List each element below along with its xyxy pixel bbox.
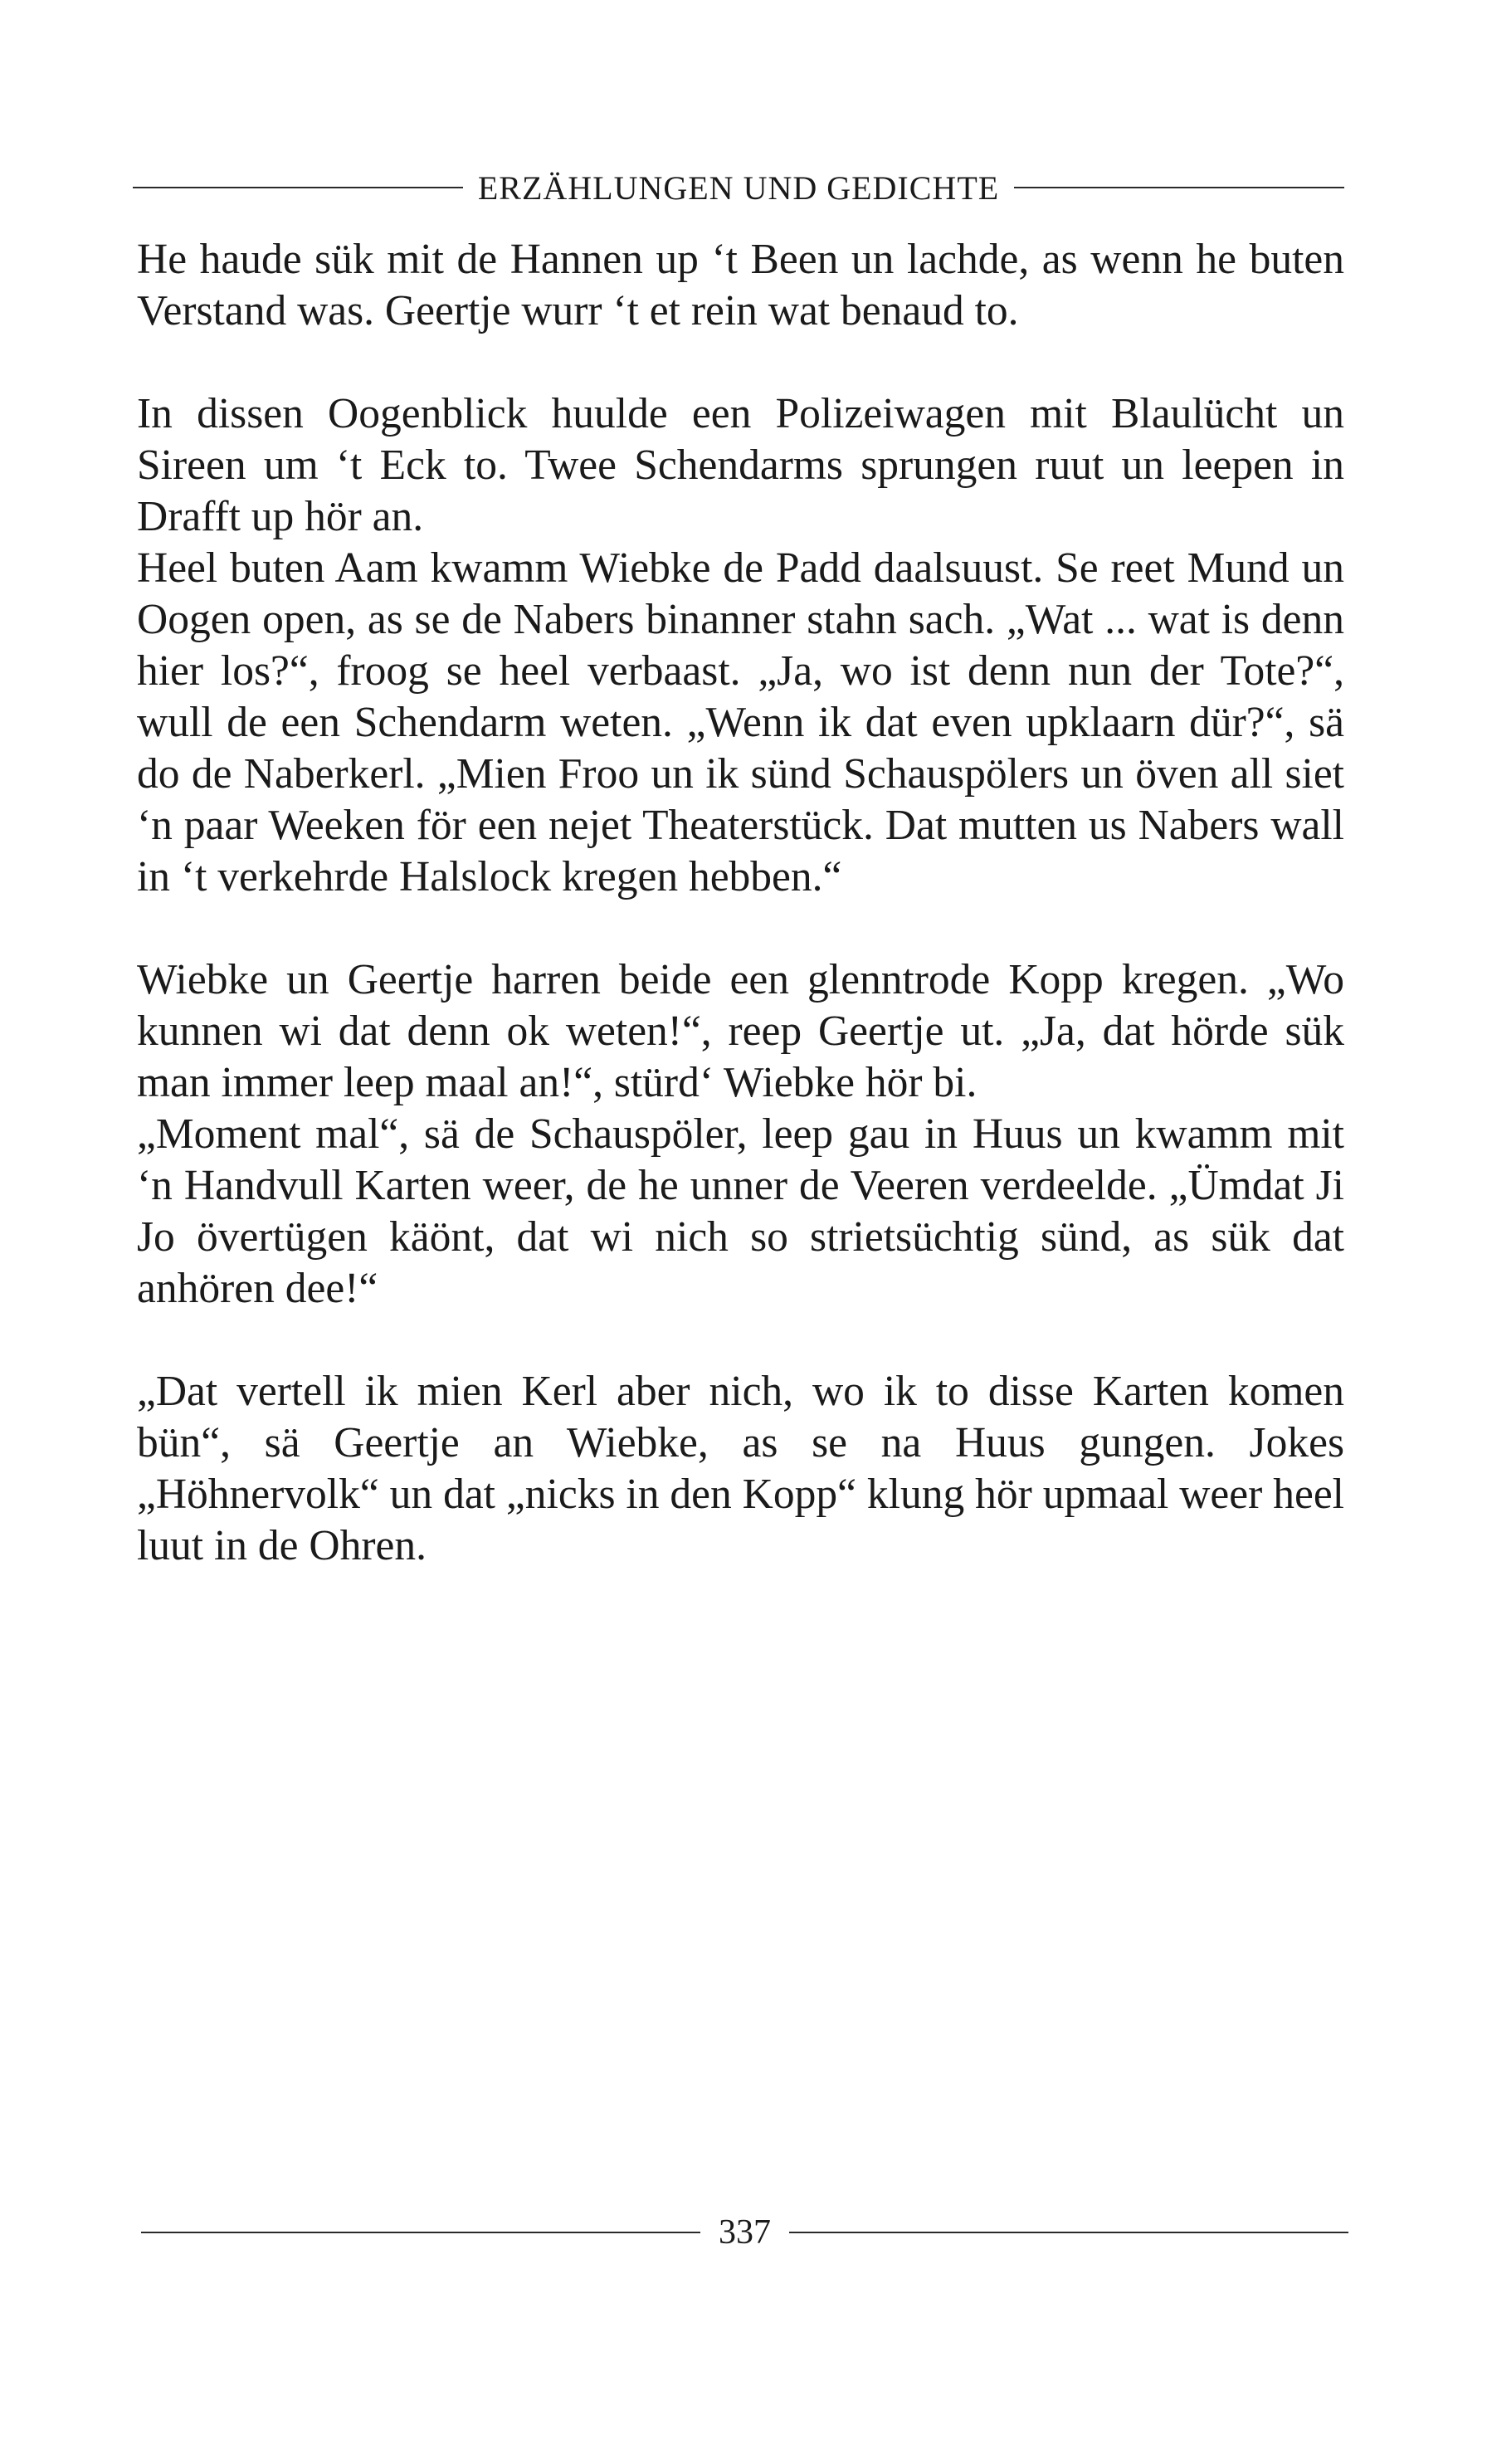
- page-footer: [141, 2209, 1348, 2256]
- paragraph: Wiebke un Geertje harren beide een glenntrode Kopp kregen. „Wo kunnen wi dat denn ok weten!“, reep Geertje ut. „Ja, dat hörde sük man immer leep maal an!“, stürd‘ Wiebke hör bi.: [137, 956, 1344, 1106]
- footer-rule-left: [141, 2232, 700, 2233]
- running-head: [133, 166, 1344, 209]
- paragraph: In dissen Oogenblick huulde een Polizeiwagen mit Blaulücht un Sireen um ‘t Eck to. Twee Schendarms sprungen ruut un leepen in Drafft up hör an.: [137, 390, 1344, 540]
- paragraph: „Dat vertell ik mien Kerl aber nich, wo ik to disse Karten komen bün“, sä Geertje an Wiebke, as se na Huus gungen. Jokes „Höhnervolk“ un dat „nicks in den Kopp“ klung hör upmaal weer heel luut in de Ohren.: [137, 1368, 1344, 1569]
- running-head-rule-right: [1014, 187, 1344, 188]
- paragraph: He haude sük mit de Hannen up ‘t Been un lachde, as wenn he buten Verstand was. Geertje wurr ‘t et rein wat benaud to.: [137, 236, 1344, 334]
- running-head-rule-left: [133, 187, 463, 188]
- running-head-title: ERZÄHLUNGEN UND GEDICHTE: [477, 168, 1000, 207]
- footer-rule-right: [789, 2232, 1348, 2233]
- page-number: 337: [719, 2213, 771, 2252]
- paragraph: „Moment mal“, sä de Schauspöler, leep gau in Huus un kwamm mit ‘n Handvull Karten weer, de he unner de Veeren verdeelde. „Ümdat Ji Jo övertügen käönt, dat wi nich so strietsüchtig sünd, as sük dat anhören dee!“: [137, 1110, 1344, 1312]
- paragraph: Heel buten Aam kwamm Wiebke de Padd daalsuust. Se reet Mund un Oogen open, as se de Nabers binanner stahn sach. „Wat ... wat is denn hier los?“, froog se heel verbaast. „Ja, wo ist denn nun der Tote?“, wull de een Schendarm weten. „Wenn ik dat even upklaarn dür?“, sä do de Naberkerl. „Mien Froo un ik sünd Schauspölers un öven all siet ‘n paar Weeken för een nejet Theaterstück. Dat mutten us Nabers wall in ‘t verkehrde Halslock kregen hebben.“: [137, 544, 1344, 900]
- body-text: [137, 234, 1344, 1572]
